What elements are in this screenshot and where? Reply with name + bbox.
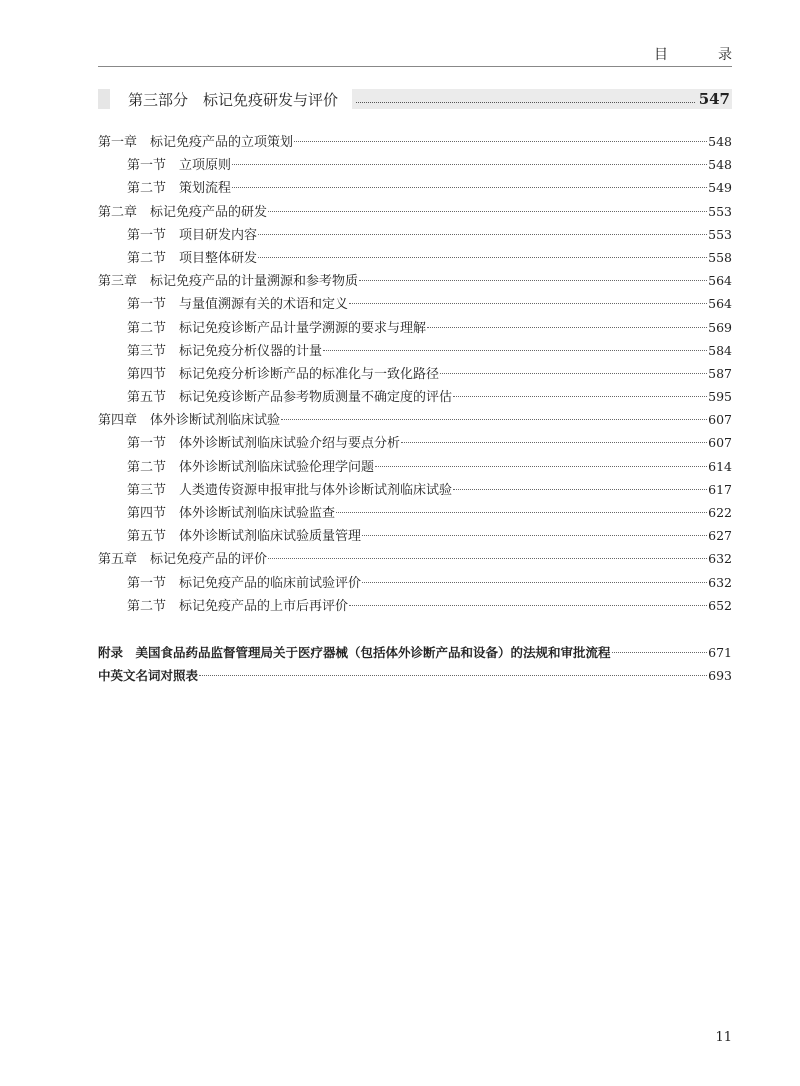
toc-section-row[interactable] (98, 316, 732, 339)
toc-leader-dots (281, 419, 707, 420)
toc-chapter-row[interactable] (98, 408, 732, 431)
toc-entry-label: 第四节 体外诊断试剂临床试验监查 (127, 506, 336, 521)
toc-leader-dots (336, 512, 707, 513)
toc-leader-dots (349, 303, 707, 304)
toc-entry-label: 第四章 体外诊断试剂临床试验 (98, 413, 281, 429)
toc-entry-label: 第一节 项目研发内容 (127, 227, 258, 243)
toc-chapter-row[interactable] (98, 269, 732, 292)
toc-leader-dots (453, 396, 707, 397)
toc-section-row[interactable] (98, 501, 732, 524)
toc-entry-label: 第一节 标记免疫产品的临床前试验评价 (127, 575, 362, 591)
toc-section-row[interactable] (98, 594, 732, 617)
toc-entry-page: 614 (708, 458, 732, 474)
part-marker (98, 89, 110, 109)
toc-chapter-row[interactable] (98, 641, 732, 664)
toc-chapter-row[interactable] (98, 547, 732, 570)
toc-section-row[interactable] (98, 176, 732, 199)
toc-entry-label: 第二节 标记免疫诊断产品计量学溯源的要求与理解 (127, 320, 427, 336)
toc-leader-dots (323, 350, 707, 351)
toc-entry-label: 第二章 标记免疫产品的研发 (98, 204, 268, 220)
toc-entry-label: 附录 美国食品药品监督管理局关于医疗器械（包括体外诊断产品和设备）的法规和审批流程 (98, 645, 611, 660)
toc-chapter-row[interactable] (98, 664, 732, 687)
toc-entry-page: 693 (708, 668, 732, 684)
toc-entry-page: 564 (708, 273, 732, 289)
toc-leader-dots (268, 211, 707, 212)
toc-chapter-row[interactable] (98, 130, 732, 153)
toc-list (98, 130, 732, 617)
toc-leader-dots (258, 257, 707, 258)
toc-entry-label: 第一节 立项原则 (127, 158, 232, 174)
toc-section-row[interactable] (98, 339, 732, 362)
toc-leader-dots (232, 187, 707, 188)
toc-entry-page: 627 (708, 528, 732, 544)
page-number: 11 (715, 1030, 732, 1045)
toc-section-row[interactable] (98, 478, 732, 501)
part-fill (352, 89, 732, 109)
toc-entry-label: 第五章 标记免疫产品的评价 (98, 552, 268, 568)
toc-section-row[interactable] (98, 524, 732, 547)
toc-section-row[interactable] (98, 292, 732, 315)
appendix-list (98, 641, 732, 687)
toc-leader-dots (199, 675, 707, 676)
toc-leader-dots (349, 605, 707, 606)
toc-entry-page: 564 (708, 296, 732, 312)
part-title: 第三部分 标记免疫研发与评价 (128, 90, 339, 109)
toc-entry-page: 569 (708, 319, 732, 335)
toc-leader-dots (427, 327, 707, 328)
toc-entry-label: 第五节 体外诊断试剂临床试验质量管理 (127, 529, 362, 545)
toc-section-row[interactable] (98, 385, 732, 408)
toc-entry-label: 第一节 与量值溯源有关的术语和定义 (127, 297, 349, 313)
toc-entry-page: 632 (708, 551, 732, 567)
toc-entry-page: 595 (708, 389, 732, 405)
running-head-title: 目 录 (654, 47, 750, 63)
toc-entry-label: 第二节 项目整体研发 (127, 250, 258, 266)
toc-entry-label: 中英文名词对照表 (98, 668, 199, 684)
toc-entry-page: 548 (708, 157, 732, 173)
toc-entry-label: 第四节 标记免疫分析诊断产品的标准化与一致化路径 (127, 366, 440, 382)
toc-section-row[interactable] (98, 362, 732, 385)
running-head (98, 44, 750, 67)
part-page-number: 547 (698, 90, 730, 108)
toc-leader-dots (268, 558, 707, 559)
toc-section-row[interactable] (98, 223, 732, 246)
toc-entry-page: 617 (708, 481, 732, 497)
toc-entry-label: 第一章 标记免疫产品的立项策划 (98, 135, 294, 150)
toc-entry-page: 671 (708, 645, 732, 660)
toc-section-row[interactable] (98, 571, 732, 594)
toc-entry-page: 652 (708, 597, 732, 613)
toc-chapter-row[interactable] (98, 200, 732, 223)
toc-leader-dots (258, 234, 707, 235)
toc-entry-page: 587 (708, 365, 732, 381)
toc-leader-dots (440, 373, 707, 374)
toc-entry-label: 第一节 体外诊断试剂临床试验介绍与要点分析 (127, 436, 401, 452)
toc-entry-label: 第三章 标记免疫产品的计量溯源和参考物质 (98, 274, 359, 290)
toc-leader-dots (294, 141, 707, 142)
toc-section-row[interactable] (98, 246, 732, 269)
toc-entry-label: 第二节 体外诊断试剂临床试验伦理学问题 (127, 459, 375, 475)
toc-leader-dots (375, 466, 707, 467)
toc-entry-page: 549 (708, 180, 732, 196)
toc-entry-page: 553 (708, 226, 732, 242)
toc-section-row[interactable] (98, 431, 732, 454)
toc-section-row[interactable] (98, 153, 732, 176)
toc-entry-page: 607 (708, 412, 732, 428)
toc-entry-page: 607 (708, 435, 732, 451)
toc-entry-label: 第二节 策划流程 (127, 181, 232, 197)
toc-entry-page: 632 (708, 574, 732, 590)
toc-entry-label: 第二节 标记免疫产品的上市后再评价 (127, 598, 349, 614)
toc-leader-dots (612, 652, 708, 653)
toc-entry-page: 548 (708, 134, 732, 149)
toc-entry-label: 第五节 标记免疫诊断产品参考物质测量不确定度的评估 (127, 390, 453, 406)
toc-entry-page: 584 (708, 342, 732, 358)
toc-entry-label: 第三节 人类遗传资源申报审批与体外诊断试剂临床试验 (127, 482, 453, 498)
toc-leader-dots (359, 280, 707, 281)
toc-leader-dots (362, 582, 707, 583)
toc-section-row[interactable] (98, 455, 732, 478)
toc-leader-dots (401, 442, 707, 443)
toc-entry-page: 553 (708, 203, 732, 219)
toc-entry-page: 558 (708, 249, 732, 265)
toc-entry-page: 622 (708, 505, 732, 520)
toc-leader-dots (232, 164, 707, 165)
toc-entry-label: 第三节 标记免疫分析仪器的计量 (127, 343, 323, 359)
toc-leader-dots (453, 489, 707, 490)
part-heading (98, 88, 732, 110)
toc-leader-dots (362, 535, 707, 536)
part-leader-dots (356, 102, 695, 103)
